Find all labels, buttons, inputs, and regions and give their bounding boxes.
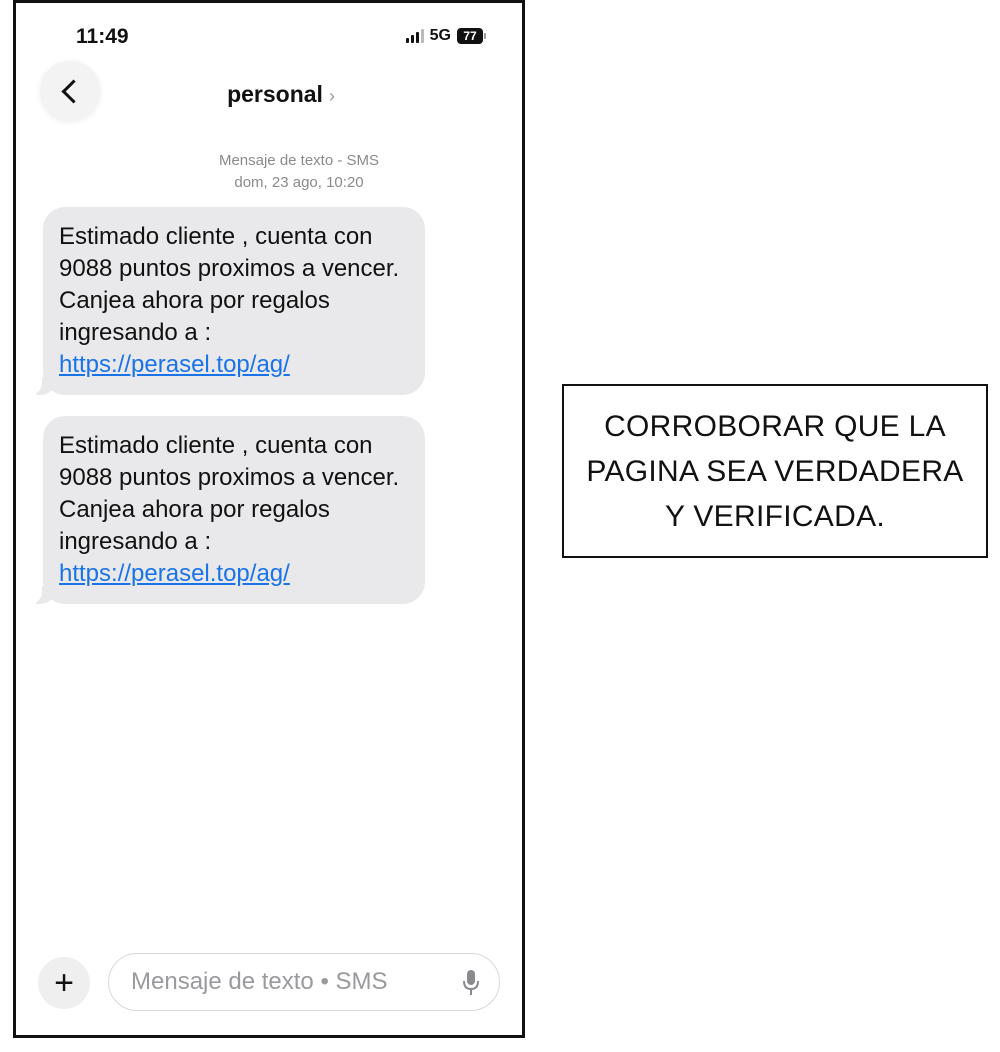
network-type: 5G [429, 27, 451, 44]
message-link[interactable]: https://perasel.top/ag/ [59, 560, 290, 587]
contact-name[interactable]: personal [227, 81, 323, 107]
message-timestamp: dom, 23 ago, 10:20 [234, 174, 364, 191]
message-link[interactable]: https://perasel.top/ag/ [59, 351, 290, 378]
message-input[interactable] [129, 967, 453, 997]
message-text: Estimado cliente , cuenta con 9088 puntos proximos a vencer. Canjea ahora por regalos ingresando a : [59, 223, 400, 346]
message-bubble[interactable] [43, 416, 425, 604]
battery-icon [457, 28, 486, 44]
message-input-container[interactable] [108, 953, 500, 1011]
annotation-line: CORROBORAR QUE LA [604, 409, 946, 443]
phone-screenshot [13, 0, 525, 1038]
annotation-line: PAGINA SEA VERDADERA [586, 454, 964, 488]
message-bubble[interactable] [43, 207, 425, 395]
chevron-right-icon: › [328, 86, 335, 106]
contact-header[interactable] [16, 81, 522, 108]
cellular-signal-icon [406, 29, 424, 43]
status-bar [76, 25, 486, 51]
message-text: Estimado cliente , cuenta con 9088 puntos proximos a vencer. Canjea ahora por regalos ingresando a : [59, 432, 400, 555]
service-label: Mensaje de texto - SMS [218, 152, 380, 169]
status-time: 11:49 [76, 25, 129, 48]
microphone-icon[interactable] [461, 968, 481, 998]
annotation-box [562, 384, 988, 558]
battery-level: 77 [457, 28, 483, 44]
annotation-line: Y VERIFICADA. [664, 499, 886, 533]
status-indicators [406, 27, 486, 45]
plus-icon: + [54, 964, 74, 1002]
add-attachment-button[interactable] [38, 957, 90, 1009]
conversation-meta [16, 150, 522, 194]
composer [38, 953, 500, 1013]
